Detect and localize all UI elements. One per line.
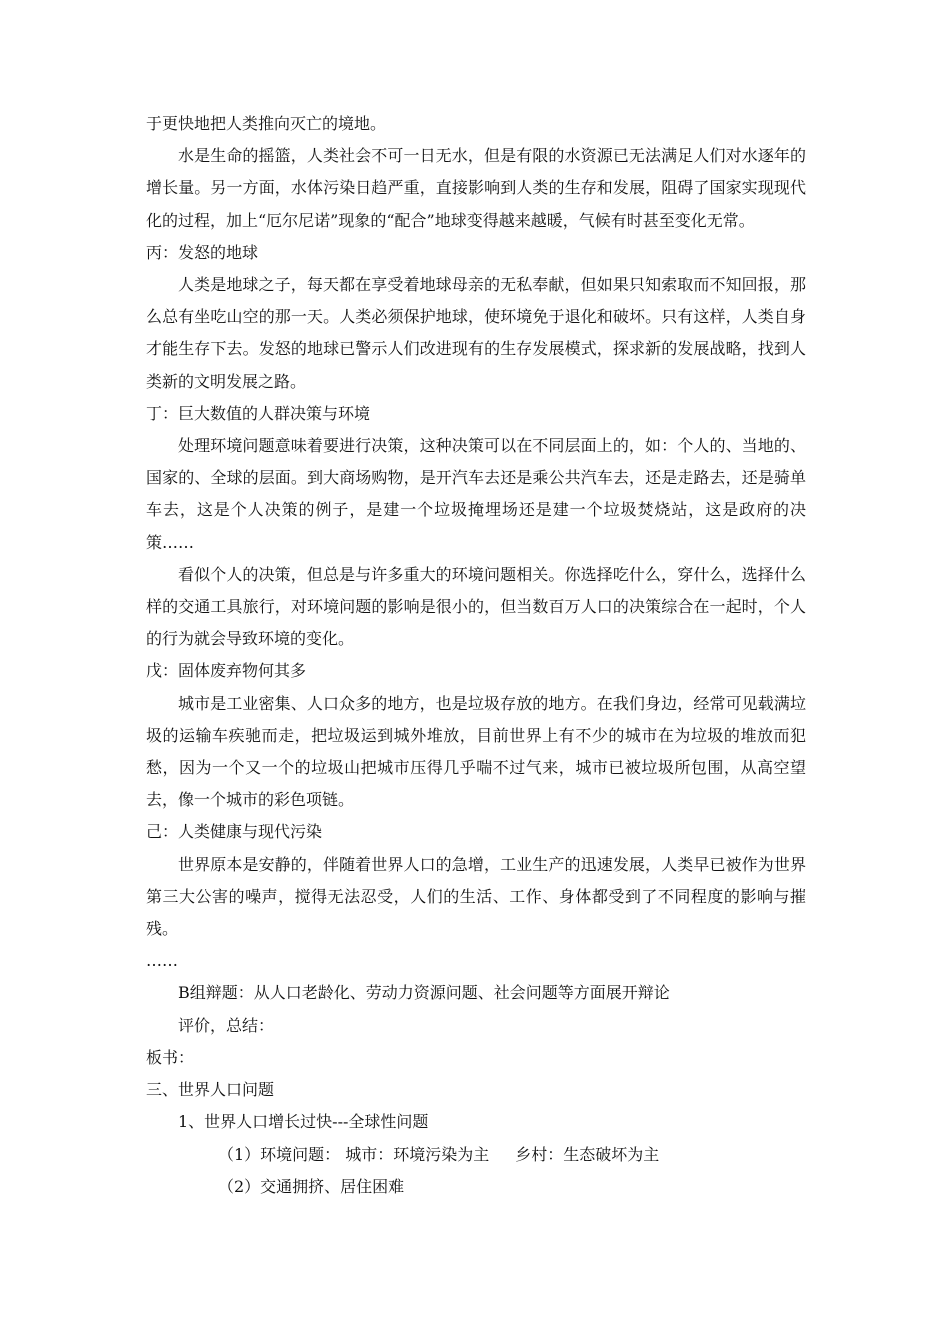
outline-sub-1-village: 乡村：生态破坏为主 [515,1144,660,1164]
board-label: 板书： [146,1047,195,1067]
heading-ding: 丁：巨大数值的人群决策与环境 [146,403,371,423]
section-heading-3: 三、世界人口问题 [146,1080,275,1100]
heading-ji: 己：人类健康与现代污染 [146,822,323,842]
document-body [146,108,806,1203]
paragraph-bing: 人类是地球之子，每天都在享受着地球母亲的无私奉献，但如果只知索取而不知回报，那么总有坐吃山空的那一天。人类必须保护地球，使环境免于退化和破坏。只有这样，人类自身才能生存下去。发怒的地球已警示人们改进现有的生存发展模式，探求新的发展战略，找到人类新的文明发展之路。 [146,275,806,391]
paragraph-ding-1: 处理环境问题意味着要进行决策，这种决策可以在不同层面上的，如：个人的、当地的、国家的、全球的层面。到大商场购物，是开汽车去还是乘公共汽车去，还是走路去，还是骑单车去，这是个人决策的例子，是建一个垃圾掩埋场还是建一个垃圾焚烧站，这是政府的决策…… [146,436,806,552]
paragraph-water: 水是生命的摇篮，人类社会不可一日无水，但是有限的水资源已无法满足人们对水逐年的增长量。另一方面，水体污染日趋严重，直接影响到人类的生存和发展，阻碍了国家实现现代化的过程，加上“厄尔尼诺”现象的“配合”地球变得越来越暖，气候有时甚至变化无常。 [146,146,806,230]
outline-sub-1-city: （1）环境问题： 城市：环境污染为主 [218,1144,490,1164]
outline-item-1: 1、世界人口增长过快---全球性问题 [178,1112,429,1132]
heading-bing: 丙：发怒的地球 [146,242,259,262]
paragraph-ding-2: 看似个人的决策，但总是与许多重大的环境问题相关。你选择吃什么，穿什么，选择什么样的交通工具旅行，对环境问题的影响是很小的，但当数百万人口的决策综合在一起时，个人的行为就会导致环境的变化。 [146,564,806,649]
outline-sub-1 [146,1139,806,1171]
group-b-debate: B组辩题：从人口老龄化、劳动力资源问题、社会问题等方面展开辩论 [178,983,670,1003]
paragraph-ji: 世界原本是安静的，伴随着世界人口的急增，工业生产的迅速发展，人类早已被作为世界第三大公害的噪声，搅得无法忍受，人们的生活、工作、身体都受到了不同程度的影响与摧残。 [146,854,806,939]
heading-wu: 戊：固体废弃物何其多 [146,661,307,681]
ellipsis-line: …… [146,951,178,971]
paragraph-wu: 城市是工业密集、人口众多的地方，也是垃圾存放的地方。在我们身边，经常可见载满垃圾的运输车疾驰而走，把垃圾运到城外堆放，目前世界上有不少的城市在为垃圾的堆放而犯愁，因为一个又一个的垃圾山把城市压得几乎喘不过气来，城市已被垃圾所包围，从高空望去，像一个城市的彩色项链。 [146,693,806,810]
outline-sub-2: （2）交通拥挤、居住困难 [218,1176,405,1196]
evaluation-summary: 评价，总结： [178,1015,275,1035]
paragraph-continuation: 于更快地把人类推向灭亡的境地。 [146,114,387,133]
